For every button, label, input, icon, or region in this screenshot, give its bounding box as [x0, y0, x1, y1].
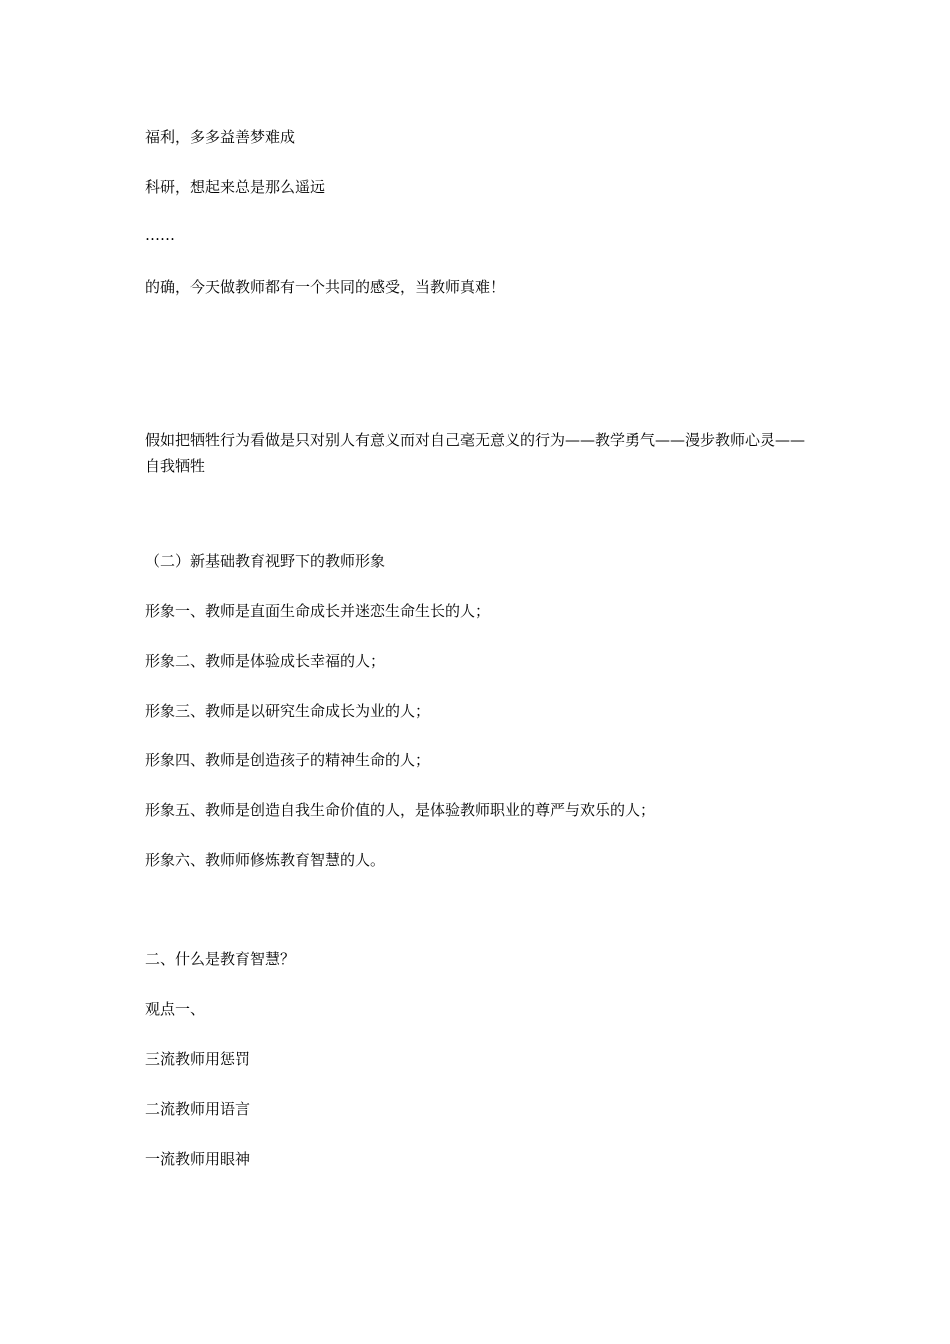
sacrifice-paragraph: 假如把牺牲行为看做是只对别人有意义而对自己毫无意义的行为——教学勇气——漫步教师心灵——自我牺牲	[145, 431, 806, 475]
wisdom-item: 一流教师用眼神	[145, 1150, 251, 1168]
text-line-ellipsis: ……	[145, 226, 175, 244]
teacher-image-item: 形象一、教师是直面生命成长并迷恋生命生长的人；	[145, 602, 491, 620]
teacher-image-item: 形象三、教师是以研究生命成长为业的人；	[145, 702, 431, 720]
wisdom-item: 二流教师用语言	[145, 1100, 251, 1118]
section-heading-wisdom: 二、什么是教育智慧？	[145, 950, 296, 968]
section-heading-teacher-image: （二）新基础教育视野下的教师形象	[145, 552, 386, 570]
teacher-image-item: 形象六、教师师修炼教育智慧的人。	[145, 851, 386, 869]
wisdom-item: 三流教师用惩罚	[145, 1050, 251, 1068]
teacher-image-item: 形象二、教师是体验成长幸福的人；	[145, 652, 386, 670]
viewpoint-label: 观点一、	[145, 1000, 206, 1018]
text-line-welfare: 福利，多多益善梦难成	[145, 128, 296, 146]
teacher-image-item: 形象四、教师是创造孩子的精神生命的人；	[145, 751, 431, 769]
text-line-research: 科研，想起来总是那么遥远	[145, 178, 326, 196]
teacher-image-item: 形象五、教师是创造自我生命价值的人，是体验教师职业的尊严与欢乐的人；	[145, 801, 656, 819]
text-line-teacher-hard: 的确，今天做教师都有一个共同的感受，当教师真难！	[145, 278, 506, 296]
